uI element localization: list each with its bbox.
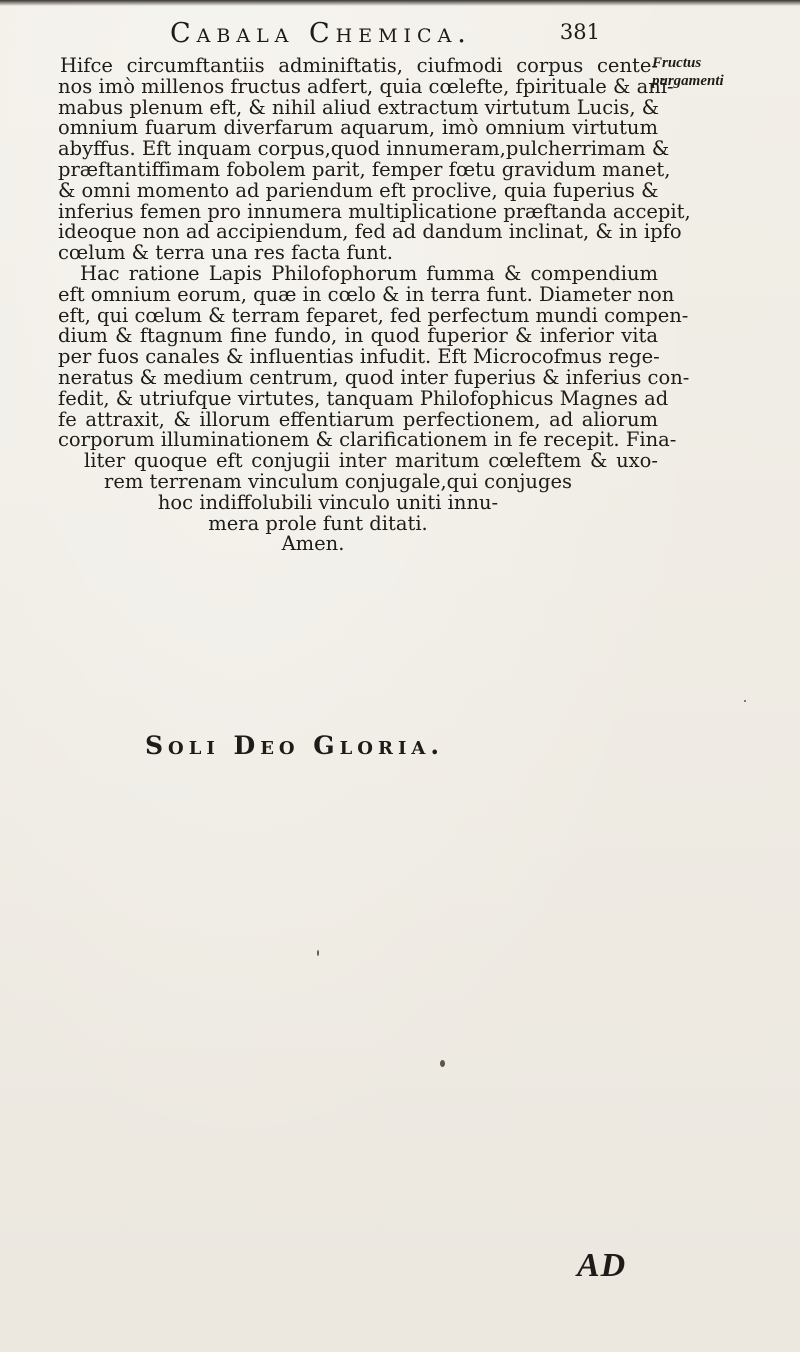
closing-doxology: Soli Deo Gloria.: [145, 731, 445, 760]
page-top-edge-shadow: [0, 0, 800, 6]
text-line: Hifce circumftantiis adminiftatis, ciufmodi corpus cente-: [60, 54, 658, 77]
text-line: mera prole funt ditati.: [208, 511, 428, 535]
text-line: mabus plenum eft, & nihil aliud extractum virtutum Lucis, &: [58, 95, 660, 119]
page-number: 381: [559, 20, 600, 44]
text-line: neratus & medium centrum, quod inter fuperius & inferius con-: [58, 365, 690, 389]
text-line: inferius femen pro innumera multiplicatione præftanda accepit,: [58, 199, 691, 223]
text-line: & omni momento ad pariendum eft proclive, quia fuperius &: [58, 178, 659, 202]
ink-speck: [317, 950, 319, 956]
running-title: Cabala Chemica.: [170, 18, 472, 49]
text-line: nos imò millenos fructus adfert, quia cœlefte, fpirituale & ani-: [58, 74, 674, 98]
text-line: liter quoque eft conjugii inter maritum cœleftem & uxo-: [84, 449, 658, 473]
text-line: abyffus. Eft inquam corpus,quod innumeram,pulcherrimam &: [58, 137, 670, 161]
margin-note-line: Fructus: [652, 55, 702, 71]
ink-speck: [744, 700, 746, 702]
text-line: fe attraxit, & illorum effentiarum perfectionem, ad aliorum: [58, 407, 658, 431]
text-line: eft omnium eorum, quæ in cœlo & in terra funt. Diameter non: [58, 282, 675, 306]
text-line: Amen.: [281, 532, 345, 556]
text-line: ideoque non ad accipiendum, fed ad dandum inclinat, & in ipfo: [58, 220, 682, 244]
text-line: præftantiffimam fobolem parit, femper fœtu gravidum manet,: [58, 157, 671, 181]
text-line: fedit, & utriufque virtutes, tanquam Philofophicus Magnes ad: [58, 386, 669, 410]
text-line: rem terrenam vinculum conjugale,qui conjuges: [104, 469, 572, 493]
text-line: corporum illuminationem & clarificationem in fe recepit. Fina-: [58, 428, 677, 452]
running-head: [170, 18, 600, 52]
catchword: AD: [577, 1247, 627, 1284]
text-line: per fuos canales & influentias infudit. Eft Microcofmus rege-: [58, 345, 660, 369]
margin-note: [652, 54, 800, 90]
text-line: cœlum & terra una res facta funt.: [58, 241, 393, 265]
text-line: Hac ratione Lapis Philofophorum fumma & compendium: [80, 261, 658, 285]
ink-speck: [440, 1060, 445, 1067]
text-line: dium & ftagnum fine fundo, in quod fuperior & inferior vita: [58, 324, 658, 348]
margin-note-line: purgamenti: [652, 73, 724, 89]
text-line: eft, qui cœlum & terram feparet, fed perfectum mundi compen-: [58, 303, 689, 327]
text-line: hoc indiffolubili vinculo uniti innu-: [157, 490, 499, 514]
text-line: omnium fuarum diverfarum aquarum, imò omnium virtutum: [58, 116, 658, 140]
